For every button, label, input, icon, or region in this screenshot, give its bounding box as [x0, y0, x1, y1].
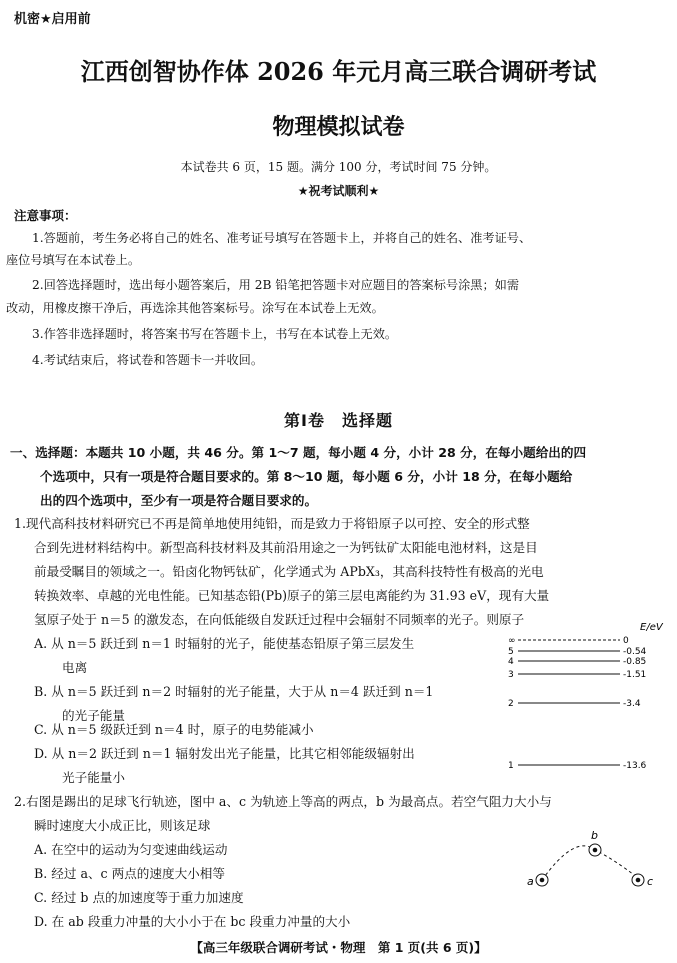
question-2-option-d: D. 在 ab 段重力冲量的大小小于在 bc 段重力冲量的大小 [34, 914, 351, 929]
level-n-2: 2 [508, 699, 514, 709]
level-n-1: 1 [508, 761, 514, 771]
question-1-option-d-cont: 光子能量小 [62, 770, 125, 785]
question-1-stem: 氢原子处于 n＝5 的激发态，在向低能级自发跃迁过程中会辐射不同频率的光子。则原子 [34, 612, 525, 627]
section-intro-line: 一、选择题：本题共 10 小题，共 46 分。第 1～7 题，每小题 4 分，小计 28 分，在每小题给出的四 [10, 445, 587, 460]
notice-item: 1.答题前，考生务必将自己的姓名、准考证号填写在答题卡上，并将自己的姓名、准考证号、 [32, 231, 532, 245]
exam-info: 本试卷共 6 页，15 题。满分 100 分，考试时间 75 分钟。 [180, 160, 497, 174]
level-n-inf: ∞ [508, 636, 516, 646]
notice-item: 3.作答非选择题时，将答案书写在答题卡上，书写在本试卷上无效。 [32, 327, 398, 341]
notice-heading: 注意事项： [14, 208, 77, 223]
level-e-5: -0.54 [623, 647, 647, 657]
question-2-stem: 瞬时速度大小成正比，则该足球 [34, 818, 211, 833]
section-intro-line: 个选项中，只有一项是符合题目要求的。第 8～10 题，每小题 6 分，小计 18 分，在每小题给 [40, 469, 573, 484]
notice-item: 4.考试结束后，将试卷和答题卡一并收回。 [32, 353, 264, 367]
page-footer: 【高三年级联合调研考试・物理 第 1 页(共 6 页)】 [190, 940, 487, 955]
question-2-option-c: C. 经过 b 点的加速度等于重力加速度 [34, 890, 244, 905]
football-patch [540, 878, 545, 883]
good-luck-line: ★祝考试顺利★ [297, 184, 380, 198]
level-e-4: -0.85 [623, 657, 647, 667]
point-b-label: b [591, 829, 598, 842]
football-patch [593, 848, 598, 853]
question-1-option-b: B. 从 n＝5 跃迁到 n＝2 时辐射的光子能量，大于从 n＝4 跃迁到 n＝1 [34, 684, 434, 699]
question-1-option-c: C. 从 n＝5 级跃迁到 n＝4 时，原子的电势能减小 [34, 722, 314, 737]
energy-axis-label: E/eV [640, 622, 663, 633]
question-1-stem: 前最受瞩目的领域之一。铅卤化物钙钛矿，化学通式为 APbX₃，其高科技特性有极高的光电 [34, 564, 544, 579]
level-e-inf: 0 [623, 636, 629, 646]
question-2-option-b: B. 经过 a、c 两点的速度大小相等 [34, 866, 225, 881]
question-2-stem: 2.右图是踢出的足球飞行轨迹，图中 a、c 为轨迹上等高的两点，b 为最高点。若空气阻力大小与 [14, 794, 552, 809]
level-e-1: -13.6 [623, 761, 647, 771]
level-n-5: 5 [508, 647, 514, 657]
section-intro-line: 出的四个选项中，至少有一项是符合题目要求的。 [40, 493, 318, 508]
exam-subtitle: 物理模拟试卷 [272, 114, 405, 140]
notice-item: 座位号填写在本试卷上。 [6, 253, 141, 267]
level-n-4: 4 [508, 657, 514, 667]
question-1-option-a: A. 从 n＝5 跃迁到 n＝1 时辐射的光子，能使基态铅原子第三层发生 [34, 636, 415, 651]
exam-title: 江西创智协作体 2026 年元月高三联合调研考试 [80, 57, 597, 86]
question-1-option-b-cont: 的光子能量 [62, 708, 125, 723]
notice-item: 改动，用橡皮擦干净后，再选涂其他答案标号。涂写在本试卷上无效。 [6, 301, 384, 315]
level-e-2: -3.4 [623, 699, 641, 709]
point-a-label: a [527, 875, 534, 888]
football-patch [636, 878, 641, 883]
football-trajectory-diagram [520, 828, 660, 898]
energy-level-diagram [500, 615, 675, 775]
question-1-option-d: D. 从 n＝2 跃迁到 n＝1 辐射发出光子能量，比其它相邻能级辐射出 [34, 746, 415, 761]
notice-item: 2.回答选择题时，选出每小题答案后，用 2B 铅笔把答题卡对应题目的答案标号涂黑；如需 [32, 278, 520, 292]
point-c-label: c [647, 875, 654, 888]
level-e-3: -1.51 [623, 670, 647, 680]
question-1-stem: 1.现代高科技材料研究已不再是简单地使用纯铅，而是致力于将铅原子以可控、安全的形式整 [14, 516, 530, 531]
question-2-option-a: A. 在空中的运动为匀变速曲线运动 [34, 842, 228, 857]
question-1-stem: 合到先进材料结构中。新型高科技材料及其前沿用途之一为钙钛矿太阳能电池材料，这是目 [34, 540, 538, 555]
question-1-option-a-cont: 电离 [62, 660, 88, 675]
question-1-stem: 转换效率、卓越的光电性能。已知基态铅(Pb)原子的第三层电离能约为 31.93 eV，现有大量 [34, 588, 550, 603]
section-title: 第Ⅰ卷 选择题 [284, 411, 393, 430]
confidential-mark: 机密★启用前 [14, 12, 91, 27]
level-n-3: 3 [508, 670, 514, 680]
